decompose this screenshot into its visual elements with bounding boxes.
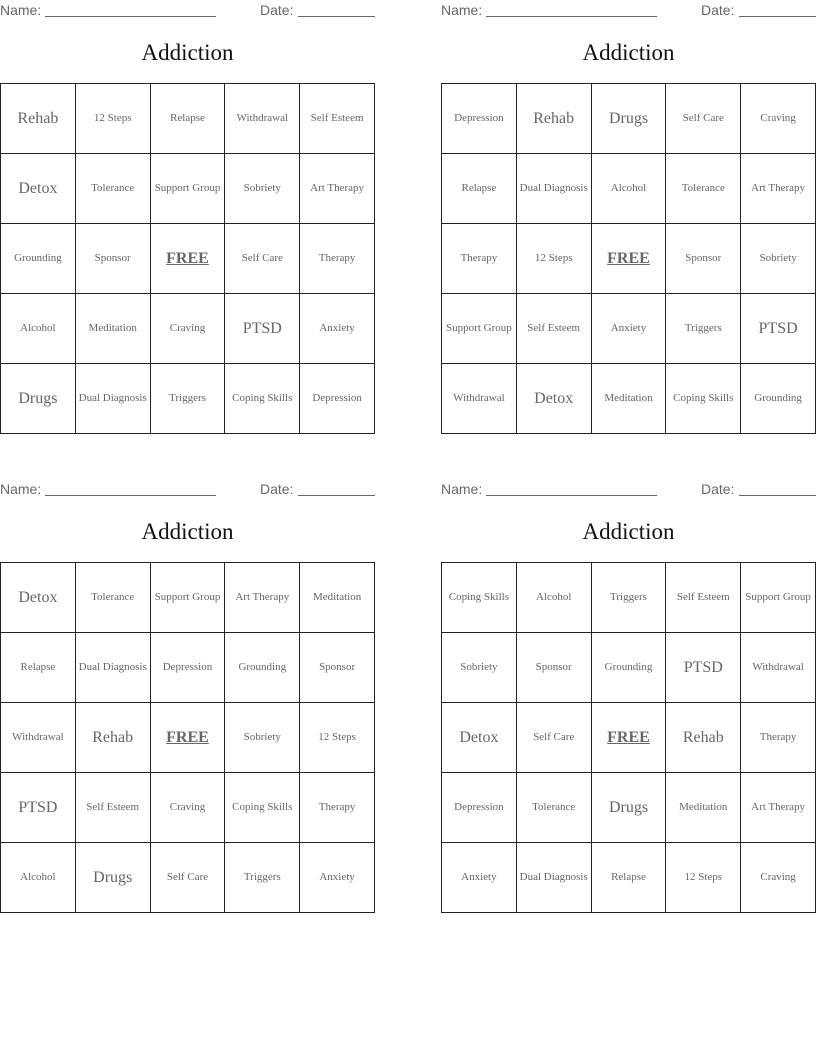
bingo-cell[interactable]: Therapy xyxy=(741,703,816,773)
bingo-cell[interactable]: Anxiety xyxy=(300,294,375,364)
bingo-cell[interactable]: Self Care xyxy=(666,84,741,154)
bingo-cell[interactable]: Relapse xyxy=(151,84,226,154)
date-blank-line[interactable] xyxy=(298,16,375,17)
bingo-cell[interactable]: PTSD xyxy=(1,773,76,843)
bingo-cell[interactable]: Withdrawal xyxy=(741,633,816,703)
card-title: Addiction xyxy=(141,40,234,65)
bingo-cell[interactable]: Depression xyxy=(442,84,517,154)
date-label: Date: xyxy=(260,2,294,18)
bingo-grid xyxy=(0,83,375,434)
bingo-cell[interactable]: Drugs xyxy=(592,773,667,843)
bingo-cell[interactable]: Detox xyxy=(1,563,76,633)
card-title: Addiction xyxy=(141,519,234,544)
bingo-cell[interactable]: Art Therapy xyxy=(741,154,816,224)
bingo-cell[interactable]: Art Therapy xyxy=(300,154,375,224)
date-blank-line[interactable] xyxy=(739,495,816,496)
bingo-cell[interactable]: Craving xyxy=(151,773,226,843)
bingo-cell[interactable]: Meditation xyxy=(300,563,375,633)
bingo-cell[interactable]: Tolerance xyxy=(666,154,741,224)
bingo-cell[interactable]: Tolerance xyxy=(76,154,151,224)
bingo-cell[interactable]: Sobriety xyxy=(741,224,816,294)
bingo-cell[interactable]: Self Care xyxy=(151,843,226,913)
bingo-cell[interactable]: Dual Diagnosis xyxy=(76,633,151,703)
bingo-card xyxy=(0,479,375,919)
date-label: Date: xyxy=(701,481,735,497)
bingo-cell[interactable]: PTSD xyxy=(225,294,300,364)
bingo-cell[interactable]: Triggers xyxy=(151,364,226,434)
bingo-grid xyxy=(441,562,816,913)
bingo-cell[interactable]: Support Group xyxy=(442,294,517,364)
bingo-cell[interactable]: Coping Skills xyxy=(442,563,517,633)
date-label: Date: xyxy=(701,2,735,18)
bingo-cell[interactable]: Coping Skills xyxy=(225,773,300,843)
bingo-cell[interactable]: Relapse xyxy=(442,154,517,224)
bingo-cell[interactable]: Coping Skills xyxy=(225,364,300,434)
bingo-cell[interactable]: Tolerance xyxy=(76,563,151,633)
date-blank-line[interactable] xyxy=(298,495,375,496)
bingo-cell[interactable]: Rehab xyxy=(1,84,76,154)
bingo-cell[interactable]: Depression xyxy=(151,633,226,703)
bingo-card xyxy=(441,0,816,440)
name-blank-line[interactable] xyxy=(45,16,216,17)
bingo-cell[interactable]: Anxiety xyxy=(592,294,667,364)
name-date-row xyxy=(0,481,375,499)
bingo-cell[interactable]: Self Care xyxy=(517,703,592,773)
bingo-cell[interactable]: Relapse xyxy=(1,633,76,703)
bingo-cell[interactable]: Support Group xyxy=(151,563,226,633)
bingo-cell[interactable]: Art Therapy xyxy=(741,773,816,843)
bingo-cell[interactable]: Grounding xyxy=(225,633,300,703)
bingo-cell[interactable]: Dual Diagnosis xyxy=(76,364,151,434)
bingo-cell[interactable]: 12 Steps xyxy=(666,843,741,913)
free-space[interactable]: FREE xyxy=(592,703,667,773)
bingo-cell[interactable]: Alcohol xyxy=(1,294,76,364)
free-space[interactable]: FREE xyxy=(151,224,226,294)
date-blank-line[interactable] xyxy=(739,16,816,17)
bingo-cell[interactable]: Self Esteem xyxy=(300,84,375,154)
bingo-cell[interactable]: Dual Diagnosis xyxy=(517,154,592,224)
bingo-cell[interactable]: Drugs xyxy=(1,364,76,434)
bingo-cell[interactable]: Support Group xyxy=(741,563,816,633)
name-date-row xyxy=(441,2,816,20)
name-date-row xyxy=(441,481,816,499)
bingo-cell[interactable]: PTSD xyxy=(741,294,816,364)
bingo-cell[interactable]: Therapy xyxy=(300,773,375,843)
bingo-cell[interactable]: Sobriety xyxy=(225,154,300,224)
date-label: Date: xyxy=(260,481,294,497)
bingo-cell[interactable]: Sobriety xyxy=(442,633,517,703)
name-label: Name: xyxy=(0,481,42,497)
bingo-cell[interactable]: Craving xyxy=(151,294,226,364)
bingo-cell[interactable]: Self Care xyxy=(225,224,300,294)
bingo-cell[interactable]: 12 Steps xyxy=(517,224,592,294)
bingo-cell[interactable]: Rehab xyxy=(76,703,151,773)
bingo-cell[interactable]: Grounding xyxy=(1,224,76,294)
name-label: Name: xyxy=(441,481,483,497)
bingo-cell[interactable]: Detox xyxy=(1,154,76,224)
bingo-cell[interactable]: Anxiety xyxy=(300,843,375,913)
bingo-cell[interactable]: Drugs xyxy=(592,84,667,154)
bingo-cell[interactable]: Anxiety xyxy=(442,843,517,913)
bingo-cell[interactable]: 12 Steps xyxy=(76,84,151,154)
name-blank-line[interactable] xyxy=(486,16,657,17)
bingo-cell[interactable]: Triggers xyxy=(666,294,741,364)
bingo-cell[interactable]: Depression xyxy=(300,364,375,434)
bingo-cell[interactable]: Grounding xyxy=(741,364,816,434)
bingo-cell[interactable]: Self Esteem xyxy=(76,773,151,843)
bingo-cell[interactable]: Craving xyxy=(741,843,816,913)
bingo-card xyxy=(0,0,375,440)
bingo-cell[interactable]: Triggers xyxy=(592,563,667,633)
bingo-cell[interactable]: Withdrawal xyxy=(225,84,300,154)
name-label: Name: xyxy=(441,2,483,18)
bingo-cell[interactable]: Self Esteem xyxy=(517,294,592,364)
name-label: Name: xyxy=(0,2,42,18)
bingo-cell[interactable]: Dual Diagnosis xyxy=(517,843,592,913)
bingo-cell[interactable]: Depression xyxy=(442,773,517,843)
bingo-cell[interactable]: Therapy xyxy=(300,224,375,294)
bingo-cell[interactable]: Withdrawal xyxy=(1,703,76,773)
bingo-cell[interactable]: Alcohol xyxy=(517,563,592,633)
bingo-cell[interactable]: Sponsor xyxy=(517,633,592,703)
bingo-grid xyxy=(441,83,816,434)
bingo-cell[interactable]: Withdrawal xyxy=(442,364,517,434)
bingo-cell[interactable]: Sponsor xyxy=(76,224,151,294)
bingo-cell[interactable]: Drugs xyxy=(76,843,151,913)
name-blank-line[interactable] xyxy=(486,495,657,496)
bingo-cell[interactable]: Craving xyxy=(741,84,816,154)
free-space[interactable]: FREE xyxy=(151,703,226,773)
bingo-cell[interactable]: Sponsor xyxy=(300,633,375,703)
bingo-cell[interactable]: 12 Steps xyxy=(300,703,375,773)
bingo-grid xyxy=(0,562,375,913)
name-blank-line[interactable] xyxy=(45,495,216,496)
bingo-cell[interactable]: PTSD xyxy=(666,633,741,703)
bingo-cell[interactable]: Sobriety xyxy=(225,703,300,773)
bingo-cell[interactable]: Rehab xyxy=(517,84,592,154)
bingo-cell[interactable]: Detox xyxy=(517,364,592,434)
bingo-cell[interactable]: Rehab xyxy=(666,703,741,773)
card-title: Addiction xyxy=(582,519,675,544)
bingo-cell[interactable]: Self Esteem xyxy=(666,563,741,633)
bingo-cell[interactable]: Support Group xyxy=(151,154,226,224)
free-space[interactable]: FREE xyxy=(592,224,667,294)
bingo-cell[interactable]: Meditation xyxy=(666,773,741,843)
bingo-cell[interactable]: Coping Skills xyxy=(666,364,741,434)
bingo-cell[interactable]: Meditation xyxy=(76,294,151,364)
bingo-cell[interactable]: Art Therapy xyxy=(225,563,300,633)
bingo-card xyxy=(441,479,816,919)
name-date-row xyxy=(0,2,375,20)
card-title: Addiction xyxy=(582,40,675,65)
bingo-cell[interactable]: Alcohol xyxy=(592,154,667,224)
bingo-cell[interactable]: Alcohol xyxy=(1,843,76,913)
bingo-cell[interactable]: Relapse xyxy=(592,843,667,913)
bingo-cell[interactable]: Meditation xyxy=(592,364,667,434)
bingo-cell[interactable]: Grounding xyxy=(592,633,667,703)
bingo-cell[interactable]: Triggers xyxy=(225,843,300,913)
bingo-cell[interactable]: Therapy xyxy=(442,224,517,294)
bingo-cell[interactable]: Sponsor xyxy=(666,224,741,294)
bingo-cell[interactable]: Detox xyxy=(442,703,517,773)
bingo-cell[interactable]: Tolerance xyxy=(517,773,592,843)
